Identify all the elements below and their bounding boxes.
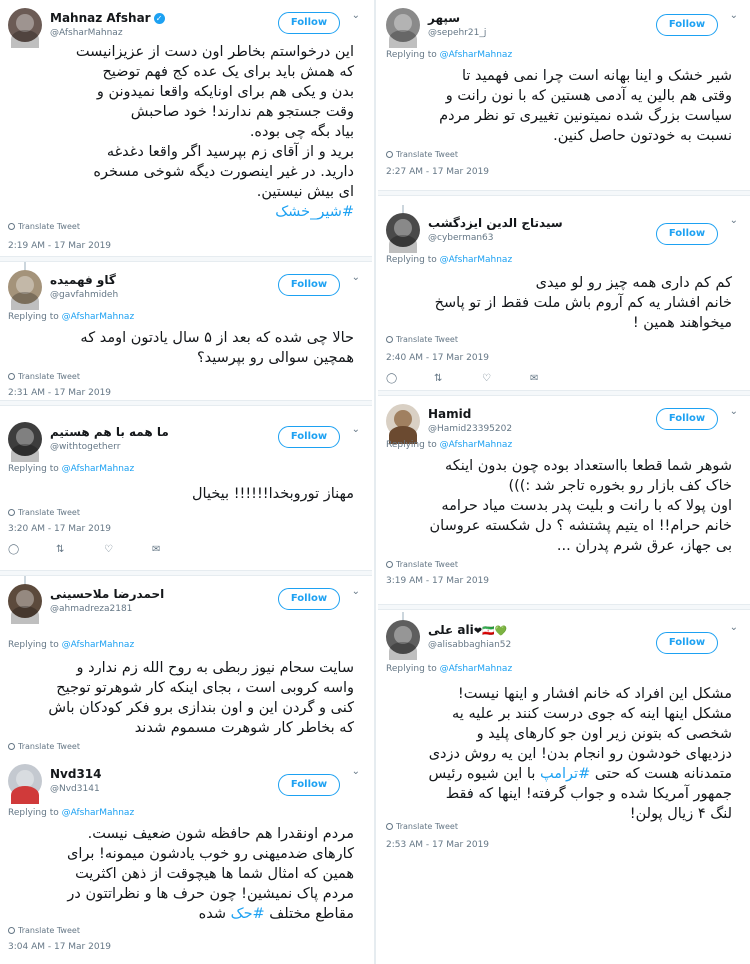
- tweet-line: برید و از آقای زم بپرسید اگر واقعا دغدغه: [106, 144, 354, 160]
- globe-icon: [386, 336, 393, 343]
- tweet-header: [386, 620, 742, 658]
- avatar[interactable]: [8, 270, 42, 304]
- tweet-header: [8, 8, 364, 46]
- follow-button[interactable]: Follow: [278, 12, 340, 34]
- tweet-separator: [0, 400, 372, 406]
- tweet-separator: [378, 604, 750, 610]
- author-handle[interactable]: @withtogetherr: [50, 442, 121, 452]
- chevron-down-icon[interactable]: ⌄: [729, 622, 738, 633]
- avatar[interactable]: [8, 8, 42, 42]
- tweet-hamid: [378, 396, 750, 604]
- replying-to: [8, 640, 134, 650]
- tweet-mahnaz-afshar: [0, 0, 372, 256]
- replying-handle-link[interactable]: @AfsharMahnaz: [439, 440, 513, 450]
- tweet-line: شوهر شما قطعا بااستعداد بوده چون بدون اینکه: [444, 458, 732, 474]
- replying-handle-link[interactable]: @AfsharMahnaz: [61, 808, 135, 818]
- globe-icon: [386, 561, 393, 568]
- chevron-down-icon[interactable]: ⌄: [729, 10, 738, 21]
- tweet-header: [386, 8, 742, 46]
- chevron-down-icon[interactable]: ⌄: [351, 766, 360, 777]
- tweet-line: کارهای ضدمیهنی رو خوب یادشون میمونه! برای: [67, 846, 354, 862]
- author-name[interactable]: ما همه با هم هستیم: [50, 425, 169, 439]
- tweet-nvd314: [0, 756, 372, 964]
- follow-button[interactable]: Follow: [656, 223, 718, 245]
- replying-prefix: Replying to: [8, 312, 59, 322]
- tweet-header: [8, 270, 364, 308]
- follow-button[interactable]: Follow: [656, 14, 718, 36]
- replying-to: [8, 312, 134, 322]
- like-icon[interactable]: ♡: [104, 544, 113, 555]
- tweet-line: بدن و یکی هم برای اونایکه واقعا نمیدونن و: [96, 84, 354, 100]
- author-handle[interactable]: @AfsharMahnaz: [50, 28, 123, 38]
- tweet-actions: [386, 373, 566, 387]
- globe-icon: [8, 927, 15, 934]
- replying-handle-link[interactable]: @AfsharMahnaz: [61, 640, 135, 650]
- author-name[interactable]: سیدتاج الدین ایزدگشب: [428, 216, 563, 230]
- replying-prefix: Replying to: [8, 640, 59, 650]
- tweet-header: [8, 584, 364, 622]
- tweet-text: [14, 484, 354, 504]
- author-handle[interactable]: @alisabbaghian52: [428, 640, 512, 650]
- hashtag-link[interactable]: #حک: [230, 906, 265, 922]
- follow-button[interactable]: Follow: [656, 632, 718, 654]
- tweet-line: که همش باید برای یک عده کج فهم توضیح: [102, 64, 354, 80]
- avatar[interactable]: [386, 404, 420, 438]
- reply-icon[interactable]: ◯: [8, 544, 20, 555]
- translate-label: Translate Tweet: [396, 335, 458, 344]
- follow-button[interactable]: Follow: [278, 274, 340, 296]
- tweet-line: مشکل اینها اینه که جوی درست کنند بر علیه یه: [452, 706, 732, 722]
- author-handle[interactable]: @gavfahmideh: [50, 290, 119, 300]
- author-name[interactable]: [428, 623, 507, 637]
- tweet-ahmadreza: [0, 576, 372, 751]
- tweet-timestamp[interactable]: 2:53 AM - 17 Mar 2019: [386, 840, 490, 850]
- author-name[interactable]: Hamid: [428, 407, 472, 421]
- chevron-down-icon[interactable]: ⌄: [351, 586, 360, 597]
- translate-label: Translate Tweet: [396, 560, 458, 569]
- tweet-line: سایت سحام نیوز ربطی به روح الله زم ندارد و: [76, 660, 354, 676]
- replying-to: [386, 255, 512, 265]
- tweet-line: بی جهاز، عرق شرم پدران ...: [556, 538, 732, 554]
- replying-to: [386, 50, 512, 60]
- tweet-timestamp[interactable]: 2:27 AM - 17 Mar 2019: [386, 167, 490, 177]
- tweet-withtogetherr: [0, 414, 372, 570]
- author-name-text: Mahnaz Afshar: [50, 11, 151, 25]
- translate-tweet-link[interactable]: [386, 560, 458, 569]
- tweet-line: شیر خشک و اینا بهانه است چرا نمی فهمید تا: [461, 68, 732, 84]
- tweet-line: خانم حرام!! اه یتیم پشتشه ؟ دل شکسته عروسان: [429, 518, 732, 534]
- tweet-line: شخصی که بتونن زیر اون جو کارهای پلید و: [476, 726, 732, 742]
- avatar[interactable]: [386, 620, 420, 654]
- replying-to: [8, 464, 134, 474]
- tweet-line: نسبت به خودتون حاصل کنین.: [553, 128, 732, 144]
- tweet-line: [392, 764, 732, 784]
- replying-prefix: Replying to: [386, 255, 437, 265]
- author-name[interactable]: [50, 11, 165, 25]
- globe-icon: [8, 373, 15, 380]
- author-name[interactable]: سپهر: [428, 11, 461, 25]
- replying-prefix: Replying to: [386, 50, 437, 60]
- tweet-separator: [378, 190, 750, 196]
- tweet-line: کنی و گردن این و اون بندازی برو فکر کودکان باش: [48, 700, 354, 716]
- tweet-text: [392, 66, 732, 146]
- tweet-line: سیاست بزرگ شده نمیتونین تغییری تو نظر مردم: [439, 108, 732, 124]
- replying-handle-link[interactable]: @AfsharMahnaz: [439, 255, 513, 265]
- replying-prefix: Replying to: [8, 808, 59, 818]
- verified-icon: ✓: [154, 13, 165, 24]
- globe-icon: [386, 151, 393, 158]
- chevron-down-icon[interactable]: ⌄: [351, 10, 360, 21]
- author-handle[interactable]: @ahmadreza2181: [50, 604, 133, 614]
- tweet-line: وقت جستجو هم ندارند! خود صاحبش: [130, 104, 354, 120]
- translate-tweet-link[interactable]: [8, 742, 80, 751]
- tweet-header: [8, 764, 364, 802]
- tweet-cyberman63: [378, 205, 750, 390]
- author-name-emoji: ❤🇮🇷💚: [473, 626, 508, 637]
- tweet-line: مردم اونقدرا هم حافظه شون ضعیف نیست.: [87, 826, 354, 842]
- replying-handle-link[interactable]: @AfsharMahnaz: [439, 664, 513, 674]
- translate-label: Translate Tweet: [396, 150, 458, 159]
- reply-icon[interactable]: ◯: [386, 373, 398, 384]
- author-name[interactable]: احمدرضا ملاحسینی: [50, 587, 165, 601]
- tweet-line-part: مقاطع مختلف: [264, 906, 354, 922]
- tweet-line: خاک کف بازار رو بخوره تاجر شد :))): [508, 478, 732, 494]
- tweet-text: [392, 684, 732, 824]
- author-handle[interactable]: @Hamid23395202: [428, 424, 513, 434]
- follow-button[interactable]: Follow: [278, 588, 340, 610]
- tweet-actions: [8, 544, 188, 558]
- tweet-timestamp[interactable]: 2:19 AM - 17 Mar 2019: [8, 241, 112, 251]
- translate-tweet-link[interactable]: [8, 508, 80, 517]
- replying-to: [8, 808, 134, 818]
- tweet-line: مردم پاک نمیشین! چون حرف ها و نظراتتون در: [67, 886, 354, 902]
- author-handle[interactable]: @cyberman63: [428, 233, 494, 243]
- globe-icon: [8, 509, 15, 516]
- tweet-line: خانم افشار یه کم آروم باش ملت فقط از تو پاسخ: [434, 295, 732, 311]
- replying-to: [386, 440, 512, 450]
- replying-prefix: Replying to: [386, 440, 437, 450]
- globe-icon: [8, 743, 15, 750]
- translate-tweet-link[interactable]: [386, 335, 458, 344]
- tweet-line-part: با این شیوه رئیس: [428, 766, 540, 782]
- tweet-line: همچین سوالی رو بپرسید؟: [196, 350, 354, 366]
- hashtag-link[interactable]: #ترامپ: [540, 766, 591, 782]
- author-handle[interactable]: @Nvd3141: [50, 784, 100, 794]
- follow-button[interactable]: Follow: [656, 408, 718, 430]
- tweet-text: [14, 42, 354, 222]
- tweet-text: [14, 658, 354, 738]
- tweet-timestamp[interactable]: 3:20 AM - 17 Mar 2019: [8, 524, 112, 534]
- tweet-timestamp[interactable]: 3:19 AM - 17 Mar 2019: [386, 576, 490, 586]
- tweet-line: واسه کروبی است ، بجای اینکه کار شوهرتو توجیح: [56, 680, 354, 696]
- tweet-header: [386, 404, 742, 442]
- translate-label: Translate Tweet: [396, 822, 458, 831]
- replying-to: [386, 664, 512, 674]
- like-icon[interactable]: ♡: [482, 373, 491, 384]
- retweet-icon[interactable]: ⇅: [56, 544, 65, 555]
- tweet-line-part: شده: [198, 906, 231, 922]
- avatar[interactable]: [386, 8, 420, 42]
- author-name-text: علی ali: [428, 623, 474, 637]
- tweet-text: [392, 273, 732, 333]
- tweet-line: همین که امثال شما ها هیچوقت از ذهن اکثریت: [75, 866, 354, 882]
- avatar[interactable]: [8, 422, 42, 456]
- avatar[interactable]: [8, 764, 42, 798]
- tweet-line: این درخواستم بخاطر اون دست از عزیزانیست: [75, 44, 354, 60]
- translate-tweet-link[interactable]: [8, 372, 80, 381]
- tweet-line: کم کم داری همه چیز رو لو میدی: [535, 275, 732, 291]
- tweet-line: اون پولا که با رانت و بلیت پدر بدست میاد حرامه: [441, 498, 732, 514]
- author-handle[interactable]: @sepehr21_j: [428, 28, 487, 38]
- author-name[interactable]: گاو فهمیده: [50, 273, 116, 287]
- retweet-icon[interactable]: ⇅: [434, 373, 443, 384]
- chevron-down-icon[interactable]: ⌄: [351, 424, 360, 435]
- tweet-gavfahmideh: [0, 262, 372, 400]
- tweet-text: [14, 824, 354, 924]
- tweet-line: بیاد بگه چی بوده.: [249, 124, 354, 140]
- column-divider: [374, 0, 376, 964]
- tweet-timestamp[interactable]: 2:40 AM - 17 Mar 2019: [386, 353, 490, 363]
- tweet-line-part: متمدنانه هست که حتی: [590, 766, 732, 782]
- replying-handle-link[interactable]: @AfsharMahnaz: [61, 312, 135, 322]
- tweet-timestamp[interactable]: 2:31 AM - 17 Mar 2019: [8, 388, 112, 398]
- translate-tweet-link[interactable]: [8, 926, 80, 935]
- globe-icon: [8, 223, 15, 230]
- globe-icon: [386, 823, 393, 830]
- translate-label: Translate Tweet: [18, 742, 80, 751]
- tweet-line: میخواهند همین !: [632, 315, 732, 331]
- replying-prefix: Replying to: [386, 664, 437, 674]
- tweet-alisabbaghian: [378, 612, 750, 964]
- tweet-line: دارید. در غیر اینصورت دیگه شوخی مسخره: [93, 164, 354, 180]
- translate-label: Translate Tweet: [18, 508, 80, 517]
- translate-tweet-link[interactable]: [8, 222, 80, 231]
- chevron-down-icon[interactable]: ⌄: [351, 272, 360, 283]
- replying-handle-link[interactable]: @AfsharMahnaz: [61, 464, 135, 474]
- tweet-line: دزدیهای خودشون رو انجام بدن! این یه روش دزدی: [428, 746, 732, 762]
- translate-label: Translate Tweet: [18, 926, 80, 935]
- tweet-text: [392, 456, 732, 556]
- translate-label: Translate Tweet: [18, 222, 80, 231]
- author-name[interactable]: Nvd314: [50, 767, 102, 781]
- translate-tweet-link[interactable]: [386, 822, 458, 831]
- avatar[interactable]: [8, 584, 42, 618]
- tweet-line: وقتی هم بالین یه آدمی هستین که با نون رانت و: [445, 88, 732, 104]
- tweet-text: [14, 328, 354, 368]
- tweet-line: که بخاطر کار شوهرت مسموم شدند: [134, 720, 354, 736]
- chevron-down-icon[interactable]: ⌄: [729, 215, 738, 226]
- tweet-header: [8, 422, 364, 460]
- replying-handle-link[interactable]: @AfsharMahnaz: [439, 50, 513, 60]
- message-icon[interactable]: ✉: [152, 544, 161, 555]
- translate-tweet-link[interactable]: [386, 150, 458, 159]
- tweet-line: [14, 904, 354, 924]
- tweet-line: مهناز توروبخدا!!!!!! بیخیال: [191, 486, 354, 502]
- translate-label: Translate Tweet: [18, 372, 80, 381]
- tweet-line: لنگ ۴ زیال پولن!: [629, 806, 732, 822]
- tweet-sepehr: [378, 0, 750, 190]
- tweet-line: مشکل این افراد که خانم افشار و اینها نیست!: [457, 686, 732, 702]
- chevron-down-icon[interactable]: ⌄: [729, 406, 738, 417]
- tweet-line: حالا چی شده که بعد از ۵ سال یادتون اومد که: [80, 330, 354, 346]
- follow-button[interactable]: Follow: [278, 426, 340, 448]
- replying-prefix: Replying to: [8, 464, 59, 474]
- avatar[interactable]: [386, 213, 420, 247]
- hashtag-link[interactable]: #شیر_خشک: [275, 204, 354, 220]
- tweet-header: [386, 213, 742, 251]
- follow-button[interactable]: Follow: [278, 774, 340, 796]
- tweet-line: جمهور آمریکا شده و جواب گرفته! اینها که فقط: [445, 786, 732, 802]
- tweet-timestamp[interactable]: 3:04 AM - 17 Mar 2019: [8, 942, 112, 952]
- tweet-line: ای بیش نیستین.: [256, 184, 354, 200]
- message-icon[interactable]: ✉: [530, 373, 539, 384]
